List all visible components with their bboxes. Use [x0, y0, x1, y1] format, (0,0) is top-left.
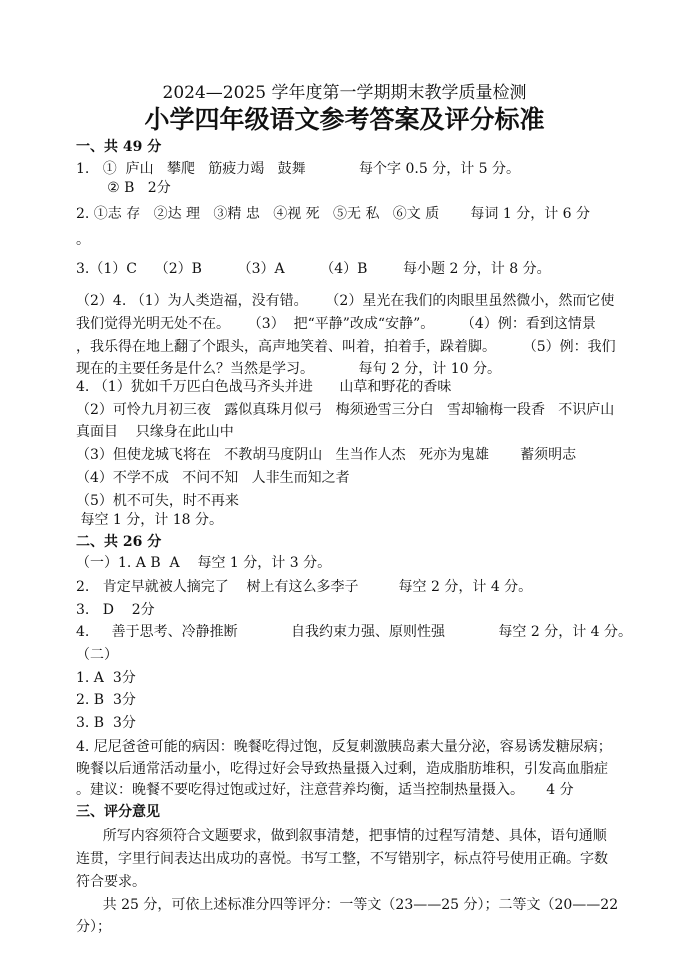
answer-line: 。	[76, 232, 90, 248]
answer-line: （2）可怜九月初三夜 露似真珠月似弓 梅须逊雪三分白 雪却输梅一段香 不识庐山	[76, 402, 615, 418]
answer-line: 晚餐以后通常活动量小，吃得过好会导致热量摄入过剩，造成脂肪堆积，引发高血脂症	[76, 761, 608, 777]
answer-line: （3）但使龙城飞将在 不教胡马度阴山 生当作人杰 死亦为鬼雄 蓄须明志	[76, 447, 577, 463]
answer-line: 3. B 3分	[76, 715, 136, 731]
answer-line: 每空 1 分，计 18 分。	[76, 512, 223, 528]
answer-line: 连贯，字里行间表达出成功的喜悦。书写工整，不写错别字，标点符号使用正确。字数	[76, 851, 608, 867]
answer-line: （4）不学不成 不问不知 人非生而知之者	[76, 470, 350, 486]
answer-line: 符合要求。	[76, 874, 146, 890]
answer-line: 1. ① 庐山 攀爬 筋疲力竭 鼓舞 每个字 0.5 分，计 5 分。	[76, 161, 521, 177]
section-one-header: 一、共 49 分	[76, 139, 162, 155]
answer-line: 共 25 分，可依上述标准分四等评分：一等文（23——25 分）；二等文（20——22	[76, 897, 619, 913]
answer-line: 2. B 3分	[76, 692, 136, 708]
answer-line: 4. （1）犹如千万匹白色战马齐头并进 山草和野花的香味	[76, 379, 452, 395]
answer-line: 3. D 2分	[76, 602, 155, 618]
answer-line: 4. 善于思考、冷静推断 自我约束力强、原则性强 每空 2 分，计 4 分。	[76, 624, 633, 640]
answer-line: 1. A 3分	[76, 670, 136, 686]
answer-line: 2. ①志 存 ②达 理 ③精 忠 ④视 死 ⑤无 私 ⑥文 质 每词 1 分，计 6 分	[76, 206, 591, 222]
answer-line: 现在的主要任务是什么？当然是学习。 每句 2 分，计 10 分。	[76, 361, 502, 377]
answer-line: ② B 2分	[76, 180, 171, 196]
answer-line: （一）1. A B A 每空 1 分，计 3 分。	[76, 555, 332, 571]
answer-line: 真面目 只缘身在此山中	[76, 424, 234, 440]
section-three-header: 三、评分意见	[76, 804, 160, 820]
answer-line: （二）	[76, 647, 118, 663]
exam-title: 2024—2025 学年度第一学期期末教学质量检测	[162, 83, 527, 103]
answer-line: 。建议：晚餐不要吃得过饱或过好，注意营养均衡，适当控制热量摄入。 4 分	[76, 782, 574, 798]
answer-line: 4. 尼尼爸爸可能的病因：晚餐吃得过饱，反复刺激胰岛素大量分泌，容易诱发糖尿病；	[76, 739, 612, 755]
answer-line: 3.（1）C （2）B （3）A （4）B 每小题 2 分，计 8 分。	[76, 261, 551, 277]
answer-line: ，我乐得在地上翻了个跟头，高声地笑着、叫着，拍着手，跺着脚。 （5）例：我们	[76, 339, 616, 355]
answer-line: 所写内容须符合文题要求，做到叙事清楚，把事情的过程写清楚、具体，语句通顺	[76, 828, 607, 844]
answer-key-title: 小学四年级语文参考答案及评分标准	[144, 105, 545, 134]
answer-line: （5）机不可失，时不再来	[76, 493, 239, 509]
section-two-header: 二、共 26 分	[76, 534, 162, 550]
answer-line: 2. 肯定早就被人摘完了 树上有这么多李子 每空 2 分，计 4 分。	[76, 579, 533, 595]
answer-line: （2）4. （1）为人类造福，没有错。 （2）星光在我们的肉眼里虽然微小，然而它使	[76, 293, 615, 309]
answer-line: 我们觉得光明无处不在。 （3） 把“平静”改成“安静”。 （4）例：看到这情景	[76, 316, 596, 332]
answer-line: 分）；	[76, 919, 111, 935]
